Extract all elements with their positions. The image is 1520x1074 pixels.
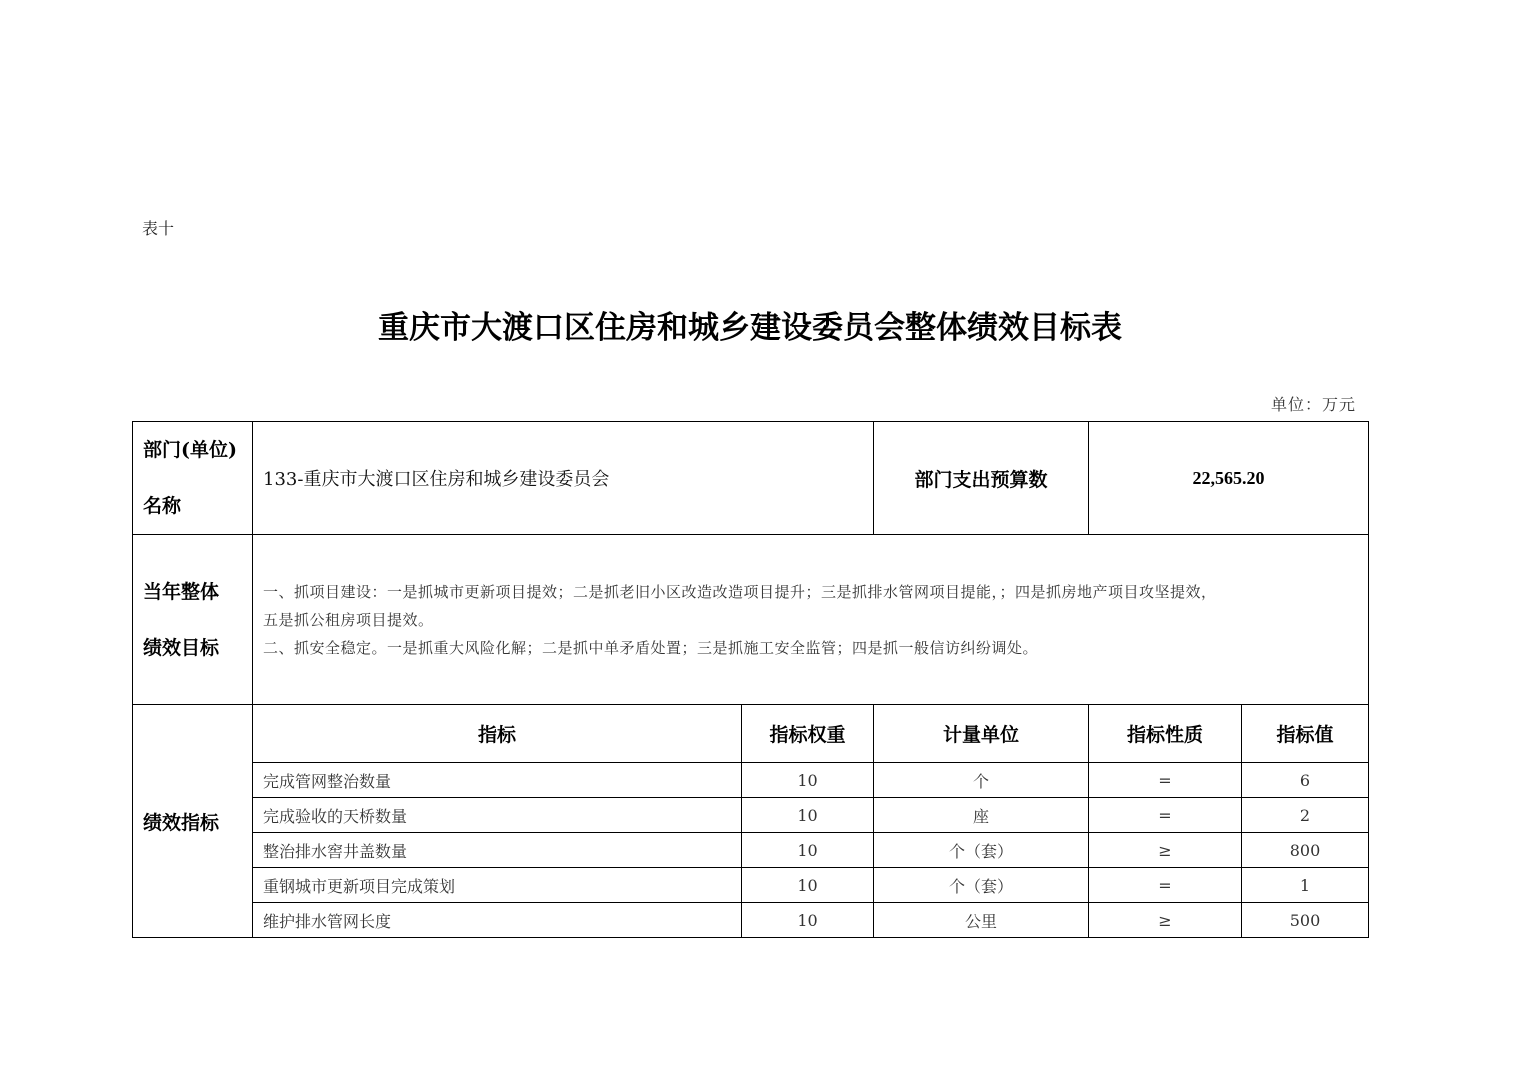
page-title: 重庆市大渡口区住房和城乡建设委员会整体绩效目标表 (378, 310, 1122, 346)
unit-cell: 个（套） (874, 833, 1089, 868)
header-unit: 计量单位 (874, 705, 1089, 763)
goal-label-cell (133, 535, 253, 705)
dept-label-line-1: 部门(单位) (143, 439, 237, 461)
unit-cell: 个（套） (874, 868, 1089, 903)
value-cell: 6 (1242, 763, 1369, 798)
perf-label: 绩效指标 (133, 705, 253, 938)
nature-cell: = (1089, 798, 1242, 833)
budget-label: 部门支出预算数 (874, 422, 1089, 535)
indicator-cell: 重钢城市更新项目完成策划 (253, 868, 742, 903)
value-cell: 800 (1242, 833, 1369, 868)
unit-cell: 个 (874, 763, 1089, 798)
weight-cell: 10 (742, 798, 874, 833)
nature-cell: ≥ (1089, 903, 1242, 938)
header-weight: 指标权重 (742, 705, 874, 763)
dept-label-line-2: 名称 (143, 495, 182, 517)
budget-value: 22,565.20 (1089, 422, 1369, 535)
indicator-header-row (133, 705, 1369, 763)
nature-cell: = (1089, 763, 1242, 798)
goal-line: 五是抓公租房项目提效。 (263, 610, 434, 629)
weight-cell: 10 (742, 833, 874, 868)
header-value: 指标值 (1242, 705, 1369, 763)
nature-cell: = (1089, 868, 1242, 903)
unit-cell: 座 (874, 798, 1089, 833)
indicator-cell: 维护排水管网长度 (253, 903, 742, 938)
weight-cell: 10 (742, 868, 874, 903)
value-cell: 1 (1242, 868, 1369, 903)
goal-text (253, 535, 1369, 705)
table-row (133, 868, 1369, 903)
table-row (133, 903, 1369, 938)
table-row (133, 833, 1369, 868)
dept-row (133, 422, 1369, 535)
goal-label-line-1: 当年整体 (143, 580, 220, 603)
weight-cell: 10 (742, 763, 874, 798)
goal-row (133, 535, 1369, 705)
table-row (133, 798, 1369, 833)
weight-cell: 10 (742, 903, 874, 938)
unit-cell: 公里 (874, 903, 1089, 938)
indicator-cell: 整治排水窖井盖数量 (253, 833, 742, 868)
unit-label: 单位：万元 (1270, 395, 1356, 414)
performance-table (132, 421, 1369, 938)
indicator-cell: 完成验收的天桥数量 (253, 798, 742, 833)
value-cell: 500 (1242, 903, 1369, 938)
indicator-cell: 完成管网整治数量 (253, 763, 742, 798)
dept-name: 133-重庆市大渡口区住房和城乡建设委员会 (253, 422, 874, 535)
table-number: 表十 (142, 219, 175, 238)
dept-label-cell (133, 422, 253, 535)
table-row (133, 763, 1369, 798)
goal-line: 二、抓安全稳定。一是抓重大风险化解；二是抓中单矛盾处置；三是抓施工安全监管；四是抓一般信访纠纷调处。 (263, 638, 1039, 657)
value-cell: 2 (1242, 798, 1369, 833)
goal-line: 一、抓项目建设：一是抓城市更新项目提效；二是抓老旧小区改造改造项目提升；三是抓排水管网项目提能，；四是抓房地产项目攻坚提效， (263, 582, 1217, 601)
header-nature: 指标性质 (1089, 705, 1242, 763)
goal-label-line-2: 绩效目标 (143, 636, 220, 659)
header-indicator: 指标 (253, 705, 742, 763)
nature-cell: ≥ (1089, 833, 1242, 868)
